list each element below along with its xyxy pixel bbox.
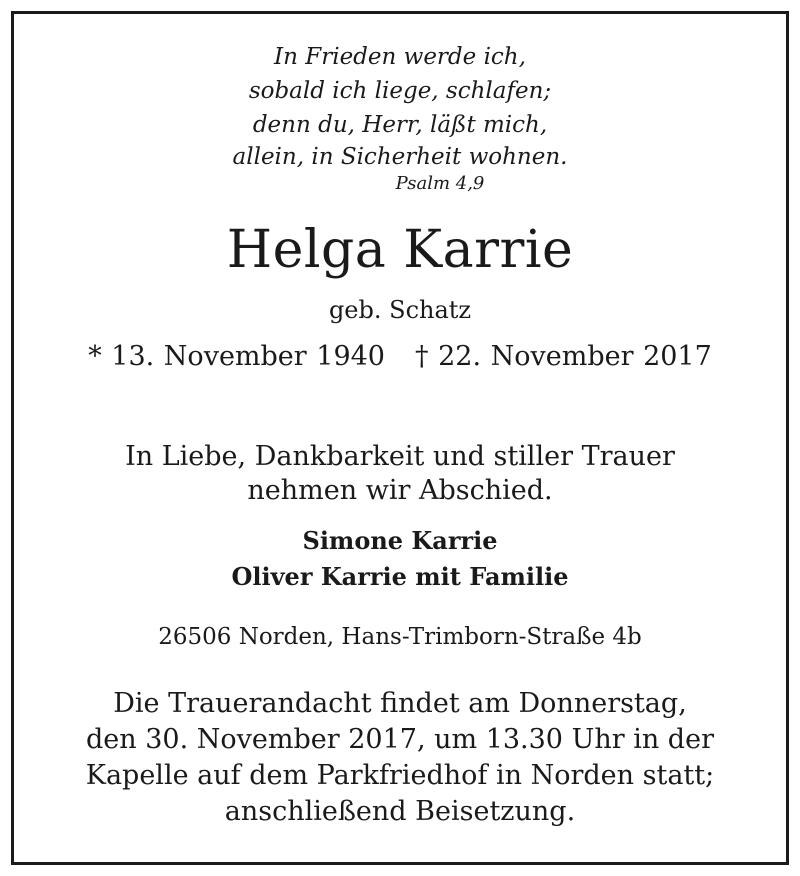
service-line: Kapelle auf dem Parkfriedhof in Norden statt; (85, 760, 715, 791)
deceased-name: Helga Karrie (226, 220, 574, 280)
farewell-line: In Liebe, Dankbarkeit und stiller Trauer (125, 441, 675, 472)
maiden-name: geb. Schatz (328, 296, 472, 324)
farewell-line: nehmen wir Abschied. (247, 475, 553, 506)
service-line: den 30. November 2017, um 13.30 Uhr in der (86, 724, 714, 755)
verse-line: sobald ich liege, schlafen; (248, 78, 552, 104)
family-address: 26506 Norden, Hans-Trimborn-Straße 4b (158, 624, 642, 650)
life-dates (0, 341, 800, 372)
verse-line: In Frieden werde ich, (274, 44, 526, 70)
mourner-name: Simone Karrie (302, 526, 498, 555)
service-line: Die Trauerandacht findet am Donnerstag, (113, 688, 687, 719)
death-date: † 22. November 2017 (415, 341, 712, 372)
verse-line: allein, in Sicherheit wohnen. (232, 144, 568, 170)
service-line: anschließend Beisetzung. (224, 796, 576, 827)
verse-line: denn du, Herr, läßt mich, (252, 112, 548, 138)
birth-date: * 13. November 1940 (88, 341, 385, 372)
verse-reference: Psalm 4,9 (395, 173, 485, 194)
mourner-name: Oliver Karrie mit Familie (231, 562, 569, 591)
